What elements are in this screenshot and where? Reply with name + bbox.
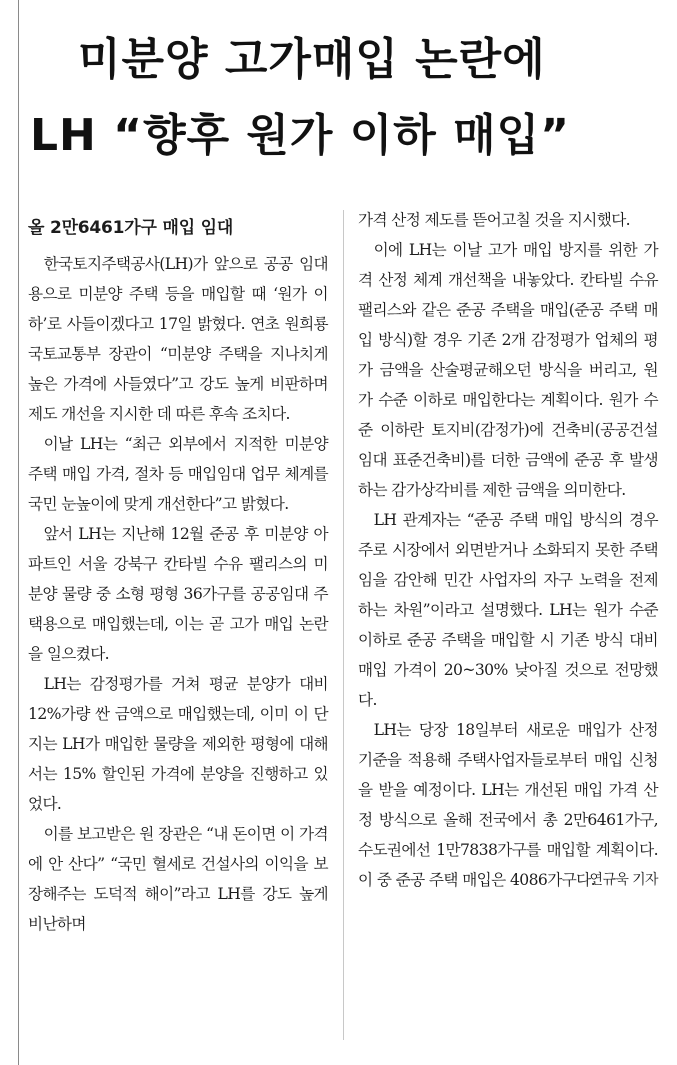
paragraph: 앞서 LH는 지난해 12월 준공 후 미분양 아파트인 서울 강북구 칸타빌 수유 팰리스의 미분양 물량 중 소형 평형 36가구를 공공임대 주택용으로 매입했는데, 이는 곧 고가 매입 논란을 일으켰다. xyxy=(28,525,328,663)
headline-line-1: 미분양 고가매입 논란에 xyxy=(78,34,546,85)
paragraph: LH는 감정평가를 거쳐 평균 분양가 대비 12%가량 싼 금액으로 매입했는데, 이미 이 단지는 LH가 매입한 물량을 제외한 평형에 대해서는 15% 할인된 가격에 분양을 진행하고 있었다. xyxy=(28,675,328,813)
paragraph: 이를 보고받은 원 장관은 “내 돈이면 이 가격에 안 산다” “국민 혈세로 건설사의 이익을 보장해주는 도덕적 해이”라고 LH를 강도 높게 비난하며 xyxy=(28,825,328,933)
paragraph: 한국토지주택공사(LH)가 앞으로 공공 임대용으로 미분양 주택 등을 매입할 때 ‘원가 이하’로 사들이겠다고 17일 밝혔다. 연초 원희룡 국토교통부 장관이 “미분양 주택을 지나치게 높은 가격에 사들였다”고 강도 높게 비판하며 제도 개선을 지시한 데 따른 후속 조치다. xyxy=(28,255,328,423)
column-divider xyxy=(343,210,344,1040)
paragraph-continued: 가격 산정 제도를 뜯어고칠 것을 지시했다. xyxy=(358,211,631,229)
paragraph: LH 관계자는 “준공 주택 매입 방식의 경우 주로 시장에서 외면받거나 소화되지 못한 주택임을 감안해 민간 사업자의 자구 노력을 전제하는 차원”이라고 설명했다. LH는 원가 수준 이하로 준공 주택을 매입할 시 기존 방식 대비 매입 가격이 20~30% 낮아질 것으로 전망했다. xyxy=(358,511,658,709)
headline-line-2: LH “향후 원가 이하 매입” xyxy=(30,110,571,161)
paragraph: LH는 당장 18일부터 새로운 매입가 산정 기준을 적용해 주택사업자들로부터 매입 신청을 받을 예정이다. LH는 개선된 매입 가격 산정 방식으로 올해 전국에서 총 2만6461가구, 수도권에선 1만7838가구를 매입할 계획이다. 이 중 준공 주택 매입은 4086가구다. xyxy=(358,721,658,889)
subheadline: 올 2만6461가구 매입 임대 xyxy=(28,218,234,238)
paragraph: 이에 LH는 이날 고가 매입 방지를 위한 가격 산정 체계 개선책을 내놓았다. 칸타빌 수유 팰리스와 같은 준공 주택을 매입(준공 주택 매입 방식)할 경우 기존 2개 감정평가 업체의 평가 금액을 산술평균해오던 방식을 버리고, 원가 수준 이하로 매입한다는 계획이다. 원가 수준 이하란 토지비(감정가)에 건축비(공공건설임대 표준건축비)를 더한 금액에 준공 후 발생하는 감가상각비를 제한 금액을 의미한다. xyxy=(358,241,658,499)
article-column-left xyxy=(28,205,328,939)
article-column-right xyxy=(358,205,658,895)
byline: 연규욱 기자 xyxy=(589,872,658,888)
paragraph: 이날 LH는 “최근 외부에서 지적한 미분양 주택 매입 가격, 절차 등 매입임대 업무 체계를 국민 눈높이에 맞게 개선한다”고 밝혔다. xyxy=(28,435,328,513)
headline xyxy=(30,22,660,174)
